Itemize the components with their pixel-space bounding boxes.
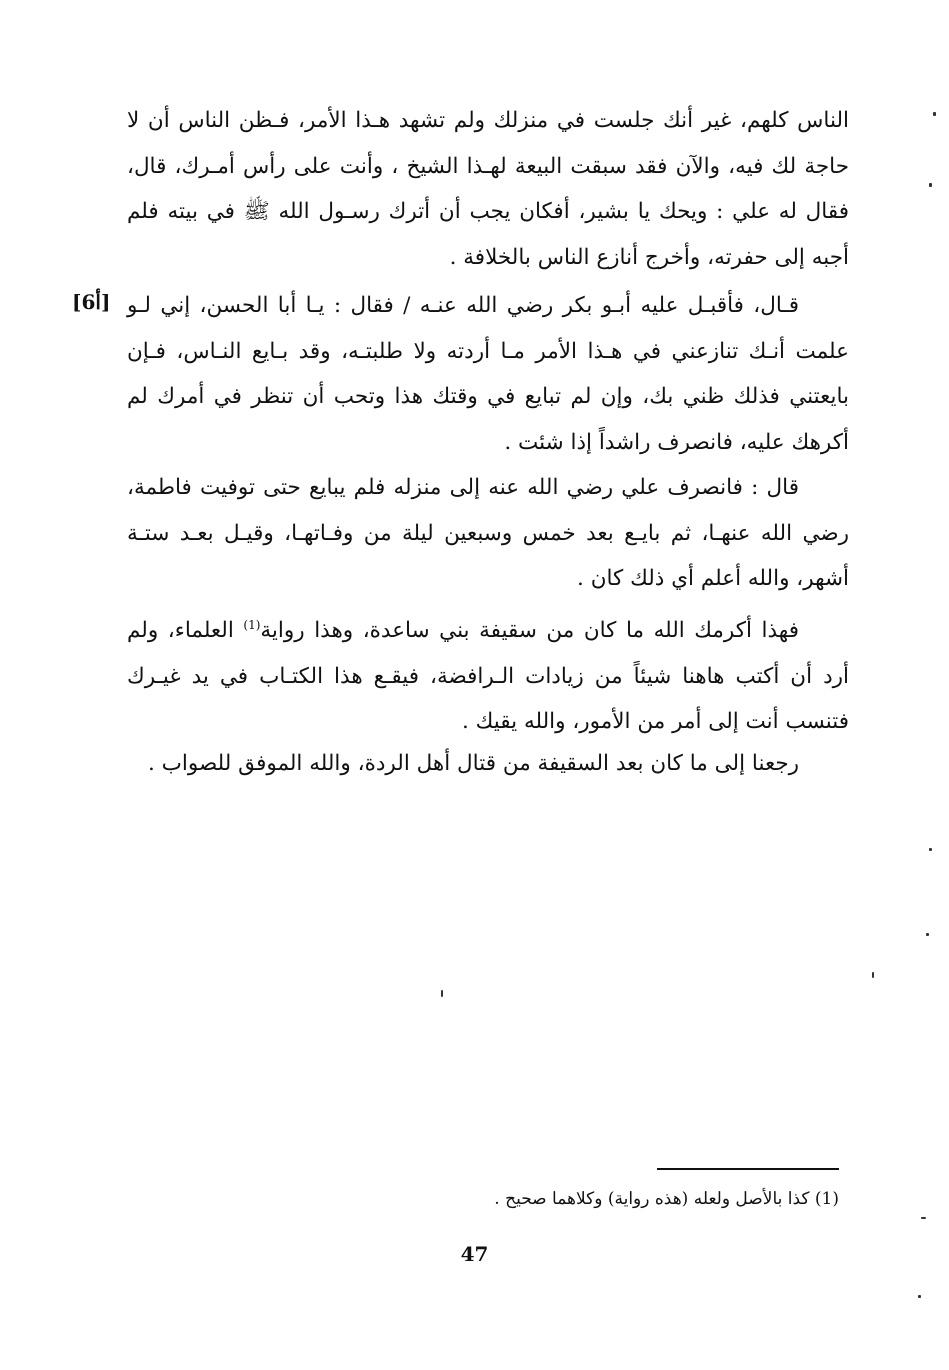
footnote-separator — [657, 1168, 839, 1170]
scan-speck — [926, 933, 929, 936]
footnote: (1) كذا بالأصل ولعله (هذه رواية) وكلاهما صحيح . — [494, 1189, 839, 1209]
paragraph-1-text: الناس كلهم، غير أنك جلست في منزلك ولم تشهد هـذا الأمر، فـظن الناس أن لا حاجة لك فيه، والآن فقد سبقت البيعة لهـذا الشيخ ، وأنت على رأس أمـرك، قال، فقال له علي : ويحك يا بشير، أفكان يجب أن أترك رسـول الله ﷺ في بيته فلم أجبه إلى حفرته، وأخرج أنازع الناس بالخلافة . — [127, 108, 849, 270]
paragraph-3-text: قال : فانصرف علي رضي الله عنه إلى منزله فلم يبايع حتى توفيت فاطمة، رضي الله عنهـا، ثم بايـع بعد خمس وسبعين ليلة من وفـاتهـا، وقيـل بعـد ستـة أشهر، والله أعلم أي ذلك كان . — [127, 475, 849, 591]
paragraph-3 — [127, 465, 849, 602]
paragraph-4 — [127, 603, 849, 745]
paragraph-2 — [127, 283, 849, 465]
scan-speck — [933, 112, 936, 116]
scan-speck — [872, 972, 874, 978]
paragraph-4-text — [127, 603, 849, 745]
paragraph-5 — [127, 741, 849, 787]
scan-speck — [929, 848, 932, 851]
paragraph-5-text: رجعنا إلى ما كان بعد السقيفة من قتال أهل الردة، والله الموفق للصواب . — [148, 751, 799, 776]
scan-speck — [929, 183, 932, 187]
paragraph-4-start: فهذا أكرمك الله ما كان من سقيفة بني ساعدة، وهذا رواية — [260, 618, 799, 644]
scan-speck — [441, 990, 443, 997]
scan-speck — [918, 1295, 921, 1298]
scan-speck — [921, 1217, 926, 1219]
footnote-reference: (1) — [243, 618, 261, 632]
paragraph-1 — [127, 98, 849, 280]
folio-marker: [6أ] — [72, 290, 111, 314]
page-number: 47 — [460, 1242, 489, 1266]
paragraph-2-text: قـال، فأقبـل عليه أبـو بكر رضي الله عنـه / فقال : يـا أبا الحسن، إني لـو علمت أنـك تنازعني في هـذا الأمر مـا أردته ولا طلبتـه، وقد بـايع النـاس، فـإن بايعتني فذلك ظني بك، وإن لم تبايع في وقتك هذا وتحب أن تنظر في أمرك لم أكرهك عليه، فانصرف راشداً إذا شئت . — [127, 293, 849, 455]
paragraph-4-end: العلماء، ولم أرد أن أكتب هاهنا شيئاً من زيادات الـرافضة، فيقـع هذا الكتـاب في يد غيـرك فتنسب أنت إلى أمر من الأمور، والله يقيك . — [127, 618, 849, 735]
